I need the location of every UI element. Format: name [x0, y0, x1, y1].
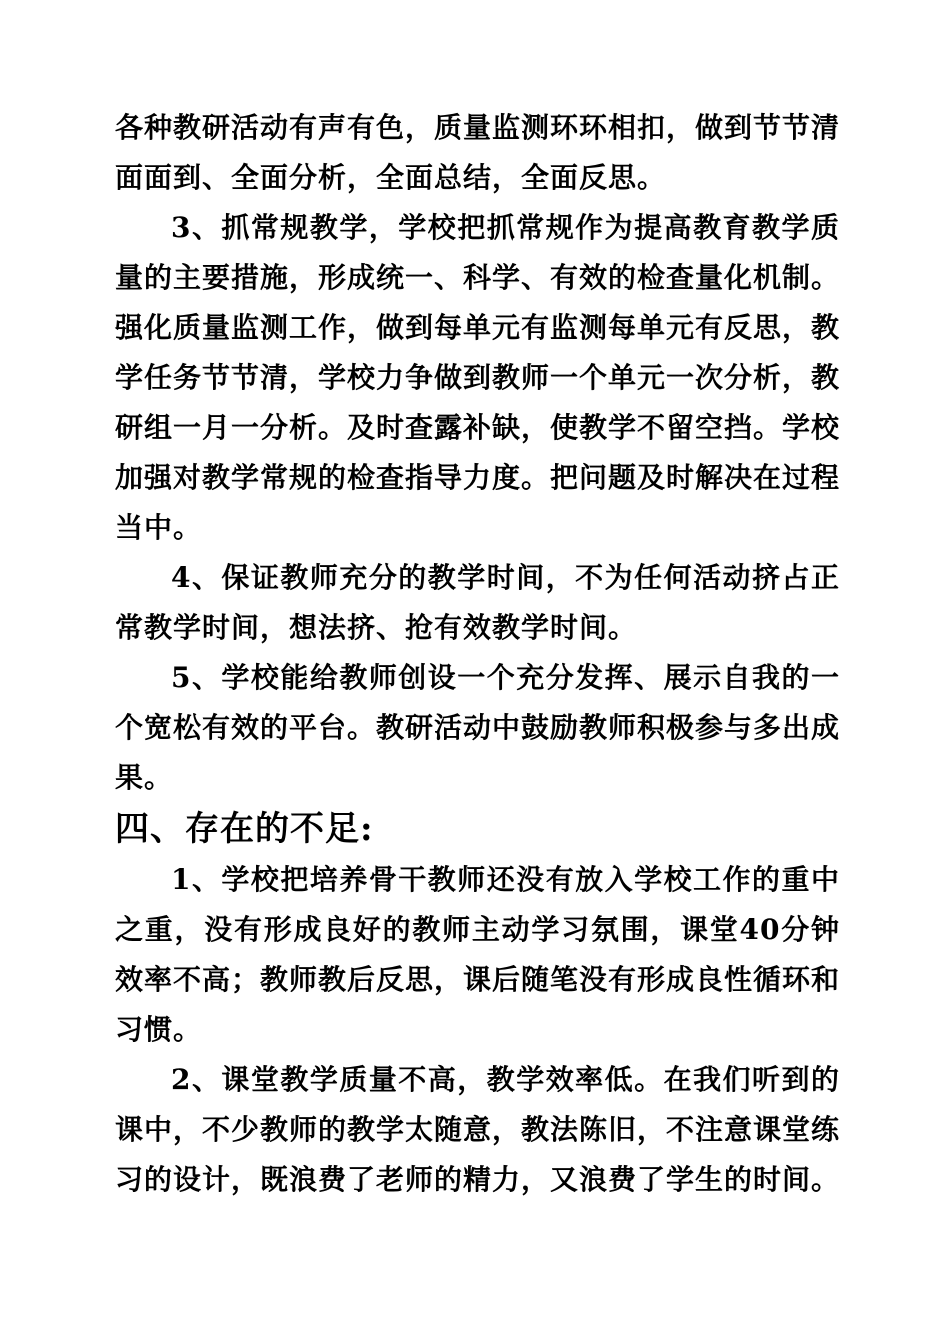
paragraph-item-5: 5、学校能给教师创设一个充分发挥、展示自我的一个宽松有效的平台。教研活动中鼓励教师积极参与多出成果。 — [115, 661, 841, 794]
paragraph-shortcoming-2: 2、课堂教学质量不高，教学效率低。在我们听到的课中，不少教师的教学太随意，教法陈旧，不注意课堂练习的设计，既浪费了老师的精力，又浪费了学生的时间。 — [115, 1063, 841, 1196]
section-heading: 四、存在的不足: — [115, 809, 374, 849]
paragraph-item-4: 4、保证教师充分的教学时间，不为任何活动挤占正常教学时间，想法挤、抢有效教学时间。 — [115, 561, 840, 644]
paragraph-shortcoming-1: 1、学校把培养骨干教师还没有放入学校工作的重中之重，没有形成良好的教师主动学习氛围，课堂40分钟效率不高；教师教后反思，课后随笔没有形成良性循环和习惯。 — [115, 863, 841, 1046]
document-body — [115, 103, 840, 1205]
paragraph-continued: 各种教研活动有声有色，质量监测环环相扣，做到节节清面面到、全面分析，全面总结，全面反思。 — [115, 111, 841, 194]
paragraph-item-3: 3、抓常规教学，学校把抓常规作为提高教育教学质量的主要措施，形成统一、科学、有效的检查量化机制。强化质量监测工作，做到每单元有监测每单元有反思，教学任务节节清，学校力争做到教师一个单元一次分析，教研组一月一分析。及时查露补缺，使教学不留空挡。学校加强对教学常规的检查指导力度。把问题及时解决在过程当中。 — [115, 211, 841, 544]
